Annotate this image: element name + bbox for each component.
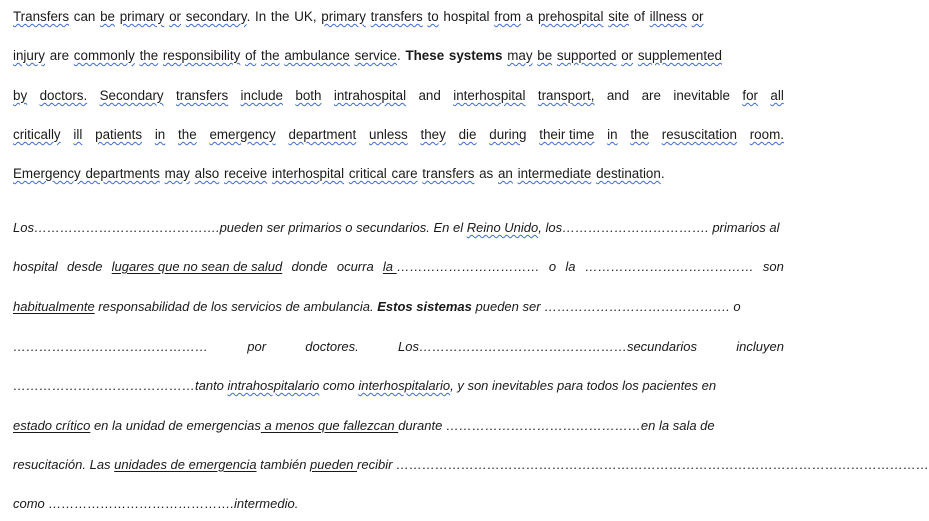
word: Reino Unido bbox=[466, 220, 539, 235]
word: in bbox=[154, 127, 166, 142]
word: prehospital bbox=[537, 9, 604, 24]
word: doctores. bbox=[305, 339, 359, 354]
word: to bbox=[427, 9, 439, 24]
text: responsabilidad de los servicios de ambulancia. bbox=[94, 299, 378, 314]
english-line-2 bbox=[13, 46, 784, 66]
text: ……………………………………tanto bbox=[13, 378, 228, 393]
text: . In the UK, bbox=[246, 9, 322, 24]
word: transfers bbox=[422, 166, 475, 181]
word: doctors. bbox=[39, 88, 88, 103]
english-line-3 bbox=[13, 86, 784, 106]
word: and bbox=[606, 88, 630, 103]
word: are bbox=[641, 88, 661, 103]
word: room. bbox=[749, 127, 784, 142]
blank: ………………………………… bbox=[584, 259, 754, 274]
word: receive bbox=[223, 166, 268, 181]
text: resucitación. Las bbox=[13, 457, 115, 472]
text: , y son inevitables para todos los pacientes en bbox=[450, 378, 717, 393]
word: critical care bbox=[348, 166, 418, 181]
blank: …………………………… bbox=[396, 259, 540, 274]
text: recibir …………………………………………………………………………………………………………… bbox=[357, 457, 929, 472]
word: la bbox=[565, 259, 576, 274]
segment bbox=[13, 297, 741, 317]
blank: ……………………………………… bbox=[13, 339, 208, 354]
word: their time bbox=[539, 127, 595, 142]
text: ………………………………………en la sala de bbox=[442, 418, 715, 433]
word: habitualmente bbox=[13, 299, 95, 314]
word: be bbox=[537, 48, 553, 63]
word: the bbox=[139, 48, 159, 63]
word: may bbox=[507, 48, 533, 63]
word: may bbox=[164, 166, 190, 181]
word: por bbox=[247, 339, 267, 354]
word: the bbox=[260, 48, 280, 63]
word: all bbox=[770, 88, 784, 103]
english-line-5 bbox=[13, 164, 784, 184]
underlined-word: pueden bbox=[310, 457, 358, 472]
spanish-line-4 bbox=[13, 337, 784, 357]
word: they bbox=[420, 127, 446, 142]
word: resuscitation bbox=[661, 127, 737, 142]
text: Los…………………………………….pueden ser primarios o secundarios. En el bbox=[13, 220, 467, 235]
word: primary bbox=[321, 9, 366, 24]
word: from bbox=[494, 9, 522, 24]
text: en la unidad de emergencias bbox=[90, 418, 261, 433]
word: supplemented bbox=[637, 48, 722, 63]
word: or bbox=[691, 9, 704, 24]
underlined-phrase: lugares que no sean de salud bbox=[111, 259, 283, 274]
word: Los…………………………………………secundarios bbox=[397, 339, 698, 354]
word: an bbox=[497, 166, 513, 181]
word: commonly bbox=[73, 48, 135, 63]
word: by bbox=[13, 88, 28, 103]
word: during bbox=[489, 127, 527, 142]
spanish-line-3 bbox=[13, 297, 784, 317]
text: también bbox=[256, 457, 311, 472]
word: site bbox=[608, 9, 630, 24]
word: or bbox=[169, 9, 182, 24]
word: transfers bbox=[370, 9, 423, 24]
word: illness bbox=[649, 9, 687, 24]
word: responsibility bbox=[162, 48, 241, 63]
word: die bbox=[458, 127, 477, 142]
word: ill bbox=[73, 127, 83, 142]
word: ambulance bbox=[284, 48, 350, 63]
word: incluyen bbox=[736, 339, 784, 354]
english-line-4 bbox=[13, 125, 784, 145]
spanish-line-8 bbox=[13, 494, 784, 514]
word: the bbox=[178, 127, 197, 142]
segment bbox=[13, 218, 780, 238]
text: . bbox=[660, 166, 665, 181]
text: , los……………………………. primarios al bbox=[538, 220, 780, 235]
word: transport, bbox=[537, 88, 595, 103]
text: can bbox=[69, 9, 101, 24]
segment bbox=[383, 257, 540, 277]
word: injury bbox=[13, 48, 45, 63]
word: intrahospital bbox=[333, 88, 407, 103]
text: como bbox=[319, 378, 359, 393]
word: primary bbox=[119, 9, 165, 24]
word: also bbox=[194, 166, 220, 181]
word: include bbox=[240, 88, 283, 103]
text: . bbox=[397, 48, 406, 63]
word: emergency bbox=[209, 127, 276, 142]
word: intermediate bbox=[517, 166, 592, 181]
word: and bbox=[418, 88, 441, 103]
english-line-1 bbox=[13, 7, 784, 27]
word: o bbox=[548, 259, 557, 274]
word: Secondary bbox=[99, 88, 164, 103]
word: of bbox=[245, 48, 257, 63]
word: intrahospitalario bbox=[227, 378, 320, 393]
word: in bbox=[607, 127, 618, 142]
word: for bbox=[742, 88, 758, 103]
word: interhospital bbox=[271, 166, 345, 181]
text: as bbox=[474, 166, 498, 181]
segment bbox=[13, 416, 715, 436]
spanish-line-1 bbox=[13, 218, 784, 238]
text: pueden ser ……………………………………. o bbox=[471, 299, 741, 314]
word: or bbox=[621, 48, 634, 63]
spanish-line-2 bbox=[13, 257, 784, 277]
word: la bbox=[382, 259, 394, 274]
text: are bbox=[45, 48, 74, 63]
word: ocurra bbox=[336, 259, 374, 274]
word: Emergency departments bbox=[13, 166, 160, 181]
text: como …………………………………….intermedio. bbox=[13, 496, 299, 511]
text: hospital bbox=[438, 9, 495, 24]
underlined-phrase: estado crítico bbox=[13, 418, 91, 433]
spanish-line-5 bbox=[13, 376, 784, 396]
word: be bbox=[100, 9, 115, 24]
word: hospital bbox=[13, 259, 58, 274]
underlined-phrase: a menos que fallezcan bbox=[260, 418, 399, 433]
word: secondary bbox=[185, 9, 247, 24]
word: Transfers bbox=[13, 9, 70, 24]
text: durante bbox=[398, 418, 443, 433]
segment bbox=[13, 376, 716, 396]
text: of bbox=[629, 9, 650, 24]
word: critically bbox=[13, 127, 61, 142]
word: son bbox=[762, 259, 784, 274]
word: both bbox=[295, 88, 322, 103]
word: desde bbox=[67, 259, 103, 274]
bold-phrase: Estos sistemas bbox=[377, 299, 472, 314]
word: the bbox=[630, 127, 649, 142]
word: supported bbox=[556, 48, 617, 63]
text: a bbox=[521, 9, 538, 24]
word: patients bbox=[95, 127, 143, 142]
word: destination bbox=[596, 166, 661, 181]
underlined-phrase: unidades de emergencia bbox=[114, 457, 257, 472]
bold-phrase: These systems bbox=[405, 48, 503, 63]
word: service bbox=[354, 48, 397, 63]
word: donde bbox=[291, 259, 328, 274]
word: interhospital bbox=[453, 88, 526, 103]
word: inevitable bbox=[673, 88, 730, 103]
word: department bbox=[288, 127, 357, 142]
word: interhospitalario bbox=[358, 378, 451, 393]
spanish-line-6 bbox=[13, 416, 784, 436]
spanish-line-7 bbox=[13, 455, 929, 475]
word: unless bbox=[369, 127, 408, 142]
word: transfers bbox=[176, 88, 229, 103]
